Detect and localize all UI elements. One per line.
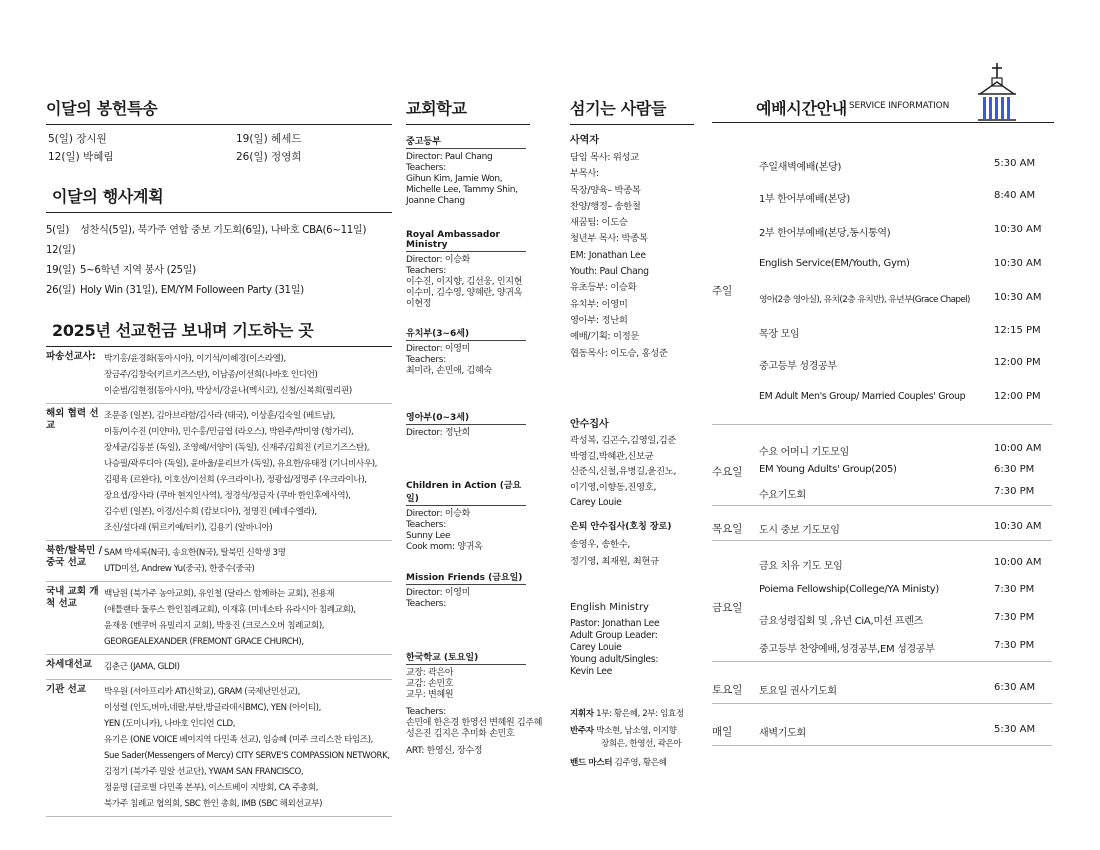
event-row: 12(일) bbox=[46, 245, 76, 256]
service-time: 8:40 AM bbox=[994, 190, 1036, 201]
school-line: 교무: 변혜원 bbox=[406, 690, 454, 700]
service-name: 주일새벽예배(본당) bbox=[759, 162, 842, 173]
service-time: 7:30 PM bbox=[994, 640, 1035, 651]
mission-line: 장세균/김동분 (독일), 조영혜/서양이 (독일), 신재주/김희진 (키르기즈스탄), bbox=[104, 443, 370, 453]
mission-row bbox=[46, 655, 392, 680]
servants-title: 섬기는 사람들 bbox=[570, 96, 694, 125]
retired-line: 송영우, 송한수, bbox=[570, 539, 631, 550]
event-row: 26(일) Holy Win (31일), EM/YM Folloween Party (31일) bbox=[46, 285, 304, 296]
divider bbox=[712, 703, 1052, 704]
service-name: EM Adult Men's Group/ Married Couples' Group bbox=[759, 391, 966, 402]
service-time: 10:30 AM bbox=[994, 521, 1042, 532]
events-section bbox=[46, 184, 392, 301]
em-block bbox=[570, 601, 696, 678]
mission-text bbox=[104, 408, 377, 536]
event-row: 5(일) 성찬식(5일), 북가주 연합 중보 기도회(6일), 나바호 CBA(6~11일) bbox=[46, 225, 367, 236]
school-line: Director: 정난희 bbox=[406, 428, 471, 438]
mission-line: YEN (도미니카), 나바호 인디언 CLD, bbox=[104, 719, 236, 729]
mission-text bbox=[104, 659, 180, 675]
school-line: Teachers: bbox=[406, 163, 446, 173]
mission-row bbox=[46, 347, 392, 404]
day-label: 매일 bbox=[712, 726, 733, 738]
school-group-name: 한국학교 (토요일) bbox=[406, 650, 526, 665]
mission-line: 장요셉/장사라 (쿠바 현지인사역), 정경석/정금자 (쿠바 한인후예사역), bbox=[104, 491, 351, 501]
staff-line: 영아부: 정난희 bbox=[570, 314, 628, 326]
worship-title-en: SERVICE INFORMATION bbox=[849, 101, 950, 111]
staff-line: 협동목사: 이도승, 홍성준 bbox=[570, 347, 668, 359]
mission-line: 정윤명 (글로벌 다민족 본부), 이스트베이 지방회, CA 주총회, bbox=[104, 783, 319, 793]
school-group bbox=[406, 230, 536, 310]
school-group bbox=[406, 650, 543, 757]
school-title: 교회학교 bbox=[406, 96, 530, 125]
service-name: 2부 한어부예배(본당,동시통역) bbox=[759, 228, 891, 239]
service-time: 7:30 PM bbox=[994, 584, 1035, 595]
staff-line: EM: Jonathan Lee bbox=[570, 249, 646, 261]
school-line: Director: 이영미 bbox=[406, 588, 471, 598]
offering-title: 이달의 봉헌특송 bbox=[46, 96, 392, 125]
staff-line: 유치부: 이영미 bbox=[570, 298, 628, 310]
staff-line: 담임 목사: 위성교 bbox=[570, 152, 639, 163]
service-name: 금요 치유 기도 모임 bbox=[759, 561, 843, 572]
school-group-body bbox=[406, 428, 536, 439]
mission-row bbox=[46, 582, 392, 655]
service-time: 6:30 AM bbox=[994, 682, 1036, 693]
day-label: 금요일 bbox=[712, 602, 743, 614]
offering-item: 26(일) 정영희 bbox=[236, 151, 302, 163]
school-group-name: 유치부(3~6세) bbox=[406, 326, 526, 341]
day-label: 목요일 bbox=[712, 523, 743, 535]
staff-line: 찬양/행정– 송한철 bbox=[570, 200, 641, 212]
mission-text bbox=[104, 586, 356, 650]
mission-line: 이성렬 (인도,버마,네팔,부탄,방글라데시BMC), YEN (아이티), bbox=[104, 703, 321, 713]
offering-item: 12(일) 박혜림 bbox=[48, 151, 114, 163]
music-block bbox=[570, 708, 710, 770]
school-line: Gihun Kim, Jamie Won, bbox=[406, 174, 503, 184]
service-time: 10:00 AM bbox=[994, 557, 1042, 568]
staff-line: 새꿈팀: 이도승 bbox=[570, 217, 628, 229]
service-name: Poiema Fellowship(College/YA Ministy) bbox=[759, 584, 939, 595]
mission-line: UTD미션, Andrew Yu(중국), 한중수(중국) bbox=[104, 564, 255, 574]
school-group-body bbox=[406, 344, 536, 377]
school-group-name: 중고등부 bbox=[406, 134, 526, 149]
school-line: Teachers: bbox=[406, 599, 446, 609]
em-line: Young adult/Singles: bbox=[570, 654, 659, 665]
staff-line: 청년부 목사: 박종복 bbox=[570, 233, 648, 245]
school-line: Teachers: bbox=[406, 266, 446, 276]
service-time: 12:15 PM bbox=[994, 325, 1041, 336]
service-name: 중고등부 찬양예배,성경공부,EM 성경공부 bbox=[759, 644, 935, 655]
school-group bbox=[406, 478, 536, 553]
service-name: 수요기도회 bbox=[759, 490, 806, 501]
conductor-line: 지휘자 1부: 황은혜, 2부: 임효정 bbox=[570, 709, 684, 719]
service-time: 12:00 PM bbox=[994, 391, 1041, 402]
mission-line: 조신/설다래 (튀르키예/터키), 김용기 (알바니아) bbox=[104, 523, 273, 533]
deacons-line: 곽성복, 김곤수,김영일,김준 bbox=[570, 435, 677, 446]
mission-label: 기관 선교 bbox=[46, 684, 87, 695]
school-line: 이수미, 김수영, 양혜란, 양귀옥 bbox=[406, 288, 523, 298]
service-name: 도시 중보 기도모임 bbox=[759, 525, 840, 536]
mission-line: 김수빈 (일본), 이경/신수희 (캄보디아), 정명진 (베네수엘라), bbox=[104, 507, 317, 517]
school-group bbox=[406, 134, 536, 207]
service-name: 중고등부 성경공부 bbox=[759, 361, 837, 372]
missions-list bbox=[46, 347, 392, 817]
mission-line: 김춘근 (JAMA, GLDI) bbox=[104, 662, 180, 672]
school-line: 성은진 김지은 추미화 손민호 bbox=[406, 729, 515, 739]
school-group-name: Royal Ambassador Ministry bbox=[406, 230, 526, 252]
service-time: 10:30 AM bbox=[994, 292, 1042, 303]
accompanist-line-2: 장희은, 한영선, 곽은아 bbox=[601, 739, 682, 749]
staff-line: Youth: Paul Chang bbox=[570, 266, 649, 278]
mission-line: 이동/이수진 (미얀마), 민수홍/민금엽 (라오스), 박완주/박미영 (헝가리), bbox=[104, 427, 354, 437]
offering-section bbox=[46, 96, 392, 171]
mission-text bbox=[104, 351, 352, 399]
school-line: Director: 이영미 bbox=[406, 344, 471, 354]
retired-line: 정기영, 최재원, 최현규 bbox=[570, 556, 659, 567]
deacons-line: 이기영,이향동,진영호, bbox=[570, 481, 657, 493]
mission-line: 박기홍/윤경화(동아시아), 이기석/이혜경(이스라엘), bbox=[104, 354, 286, 364]
school-group-name: 영아부(0~3세) bbox=[406, 410, 526, 425]
school-group-body bbox=[406, 255, 536, 310]
accompanist-line: 반주자 박소현, 남소영, 이지향 bbox=[570, 726, 677, 736]
school-line: 교감: 손민호 bbox=[406, 679, 454, 689]
mission-text bbox=[104, 684, 390, 812]
divider bbox=[712, 661, 1052, 662]
service-name: 목장 모임 bbox=[759, 329, 800, 340]
mission-label: 파송선교사: bbox=[46, 351, 96, 362]
offering-item: 5(일) 장시원 bbox=[48, 133, 107, 145]
day-label: 토요일 bbox=[712, 684, 743, 696]
retired-block bbox=[570, 522, 696, 570]
service-time: 10:30 AM bbox=[994, 258, 1042, 269]
missions-section bbox=[46, 318, 392, 817]
mission-text bbox=[104, 545, 286, 577]
service-time: 12:00 PM bbox=[994, 357, 1041, 368]
service-time: 6:30 PM bbox=[994, 464, 1035, 475]
service-name: EM Young Adults' Group(205) bbox=[759, 464, 897, 475]
mission-line: GEORGEALEXANDER (FREMONT GRACE CHURCH), bbox=[104, 637, 304, 647]
mission-line: 박우원 (서아프리카 ATI신학교), GRAM (국제난민선교), bbox=[104, 687, 300, 697]
mission-label: 북한/탈북민 /중국 선교 bbox=[46, 545, 103, 568]
school-line: 손민애 한은경 한영선 변혜원 김주혜 bbox=[406, 718, 543, 728]
mission-line: (애틀랜타 둘루스 한인침례교회), 이재휴 (미네소타 유라시아 침례교회), bbox=[104, 605, 356, 615]
school-line: Teachers: bbox=[406, 355, 446, 365]
service-name: 토요일 권사기도회 bbox=[759, 686, 837, 697]
service-name: 영아(2층 영아실), 유치(2층 유치반), 유년부(Grace Chapel) bbox=[759, 295, 970, 305]
service-name: 금요성령집회 및 ,유년 CiA,미션 프렌즈 bbox=[759, 616, 924, 627]
service-time: 5:30 AM bbox=[994, 724, 1036, 735]
service-time: 10:00 AM bbox=[994, 443, 1042, 454]
service-time: 10:30 AM bbox=[994, 224, 1042, 235]
staff-heading: 사역자 bbox=[570, 135, 599, 146]
school-line: 최미라, 손민애, 김혜숙 bbox=[406, 366, 492, 376]
school-group bbox=[406, 410, 536, 439]
service-time: 5:30 AM bbox=[994, 158, 1036, 169]
staff-block bbox=[570, 134, 696, 362]
school-group-body bbox=[406, 509, 536, 553]
deacons-block bbox=[570, 418, 696, 511]
offering-item: 19(일) 헤세드 bbox=[236, 133, 302, 145]
em-heading: English Ministry bbox=[570, 602, 649, 613]
mission-line: 장금주/김창숙(키르키즈스탄), 이남종/이선희(나바호 인디언) bbox=[104, 370, 318, 380]
worship-header bbox=[712, 60, 1054, 123]
worship-title: 예배시간안내 bbox=[756, 99, 847, 118]
mission-line: 조문종 (일본), 김아브라함/김사라 (태국), 이상훈/김숙일 (베트남), bbox=[104, 411, 335, 421]
service-name: English Service(EM/Youth, Gym) bbox=[759, 258, 910, 269]
mission-row bbox=[46, 404, 392, 541]
mission-label: 국내 교회 개척 선교 bbox=[46, 586, 99, 609]
school-line: Teachers: bbox=[406, 520, 446, 530]
em-line: Carey Louie bbox=[570, 642, 622, 653]
service-time: 7:30 PM bbox=[994, 612, 1035, 623]
event-row: 19(일) 5~6학년 지역 봉사 (25일) bbox=[46, 265, 196, 276]
day-label: 수요일 bbox=[712, 466, 743, 478]
divider bbox=[712, 424, 1052, 425]
school-group-body bbox=[406, 152, 536, 207]
deacons-line: 신준식,신철,유병길,윤진노, bbox=[570, 466, 677, 477]
day-label: 주일 bbox=[712, 285, 733, 297]
school-line: Teachers: bbox=[406, 707, 446, 717]
service-name: 수요 어머니 기도모임 bbox=[759, 447, 849, 458]
mission-line: 김정기 (북가주 밀알 선교단), YWAM SAN FRANCISCO, bbox=[104, 767, 304, 777]
em-line: Pastor: Jonathan Lee bbox=[570, 618, 660, 629]
em-line: Kevin Lee bbox=[570, 666, 613, 677]
school-line: 이현정 bbox=[406, 299, 432, 309]
school-line: Cook mom: 양귀옥 bbox=[406, 542, 483, 552]
mission-line: SAM 박세록(N국), 송요한(N국), 탈북민 신학생 3명 bbox=[104, 548, 286, 558]
school-line: ART: 한영신, 장수정 bbox=[406, 746, 483, 756]
mission-line: 백남원 (북가주 농아교회), 유인철 (달라스 함께하는 교회), 전용재 bbox=[104, 589, 335, 599]
staff-line: 부목사: bbox=[570, 168, 599, 180]
school-group-name: Mission Friends (금요일) bbox=[406, 570, 526, 585]
mission-line: 김평육 (르완다), 이호선/이선희 (우크라이나), 정광섭/정명주 (우크라이나), bbox=[104, 475, 367, 485]
mission-line: Sue Sader(Messengers of Mercy) CITY SERVE'S COMPASSION NETWORK, bbox=[104, 751, 390, 761]
retired-heading: 은퇴 안수집사(호칭 장로) bbox=[570, 522, 672, 532]
mission-label: 해외 협력 선교 bbox=[46, 408, 99, 431]
service-name: 새벽기도회 bbox=[759, 728, 806, 739]
school-line: Michelle Lee, Tammy Shin, bbox=[406, 185, 518, 195]
missions-title: 2025년 선교헌금 보내며 기도하는 곳 bbox=[46, 318, 392, 347]
divider bbox=[712, 540, 1052, 541]
events-title: 이달의 행사계획 bbox=[46, 184, 392, 213]
mission-line: 이순범/김현정(동아시아), 박상서/강윤나(멕시코), 신철/신복희(필리핀) bbox=[104, 386, 352, 396]
mission-row bbox=[46, 680, 392, 817]
school-group bbox=[406, 326, 536, 377]
mission-row bbox=[46, 541, 392, 582]
school-group bbox=[406, 570, 536, 610]
service-time: 7:30 PM bbox=[994, 486, 1035, 497]
mission-label: 차세대선교 bbox=[46, 659, 92, 670]
school-line: 이수진, 이지향, 김선웅, 인지현 bbox=[406, 277, 523, 287]
church-icon bbox=[974, 60, 1020, 122]
deacons-line: Carey Louie bbox=[570, 497, 622, 508]
school-line: Joanne Chang bbox=[406, 196, 465, 206]
school-line: Director: 이승화 bbox=[406, 509, 471, 519]
school-line: Sunny Lee bbox=[406, 531, 451, 541]
staff-line: 목장/양육– 박종복 bbox=[570, 184, 641, 196]
deacons-heading: 안수집사 bbox=[570, 419, 609, 430]
school-group-body bbox=[406, 668, 543, 757]
staff-line: 예배/기획: 이정문 bbox=[570, 331, 640, 343]
school-group-name: Children in Action (금요일) bbox=[406, 478, 526, 506]
school-line: Director: 이승화 bbox=[406, 255, 471, 265]
divider bbox=[712, 745, 1052, 746]
school-line: Director: Paul Chang bbox=[406, 152, 493, 162]
deacons-line: 박영길,박혜관,신보균 bbox=[570, 450, 654, 462]
service-name: 1부 한어부예배(본당) bbox=[759, 194, 851, 205]
mission-line: 윤재웅 (벤쿠버 유빌리지 교회), 박웅진 (크로스오버 침례교회), bbox=[104, 621, 325, 631]
school-line: 교장: 곽은아 bbox=[406, 668, 454, 678]
band-line: 밴드 마스터 김주영, 황은혜 bbox=[570, 758, 667, 768]
mission-line: 유기은 (ONE VOICE 베이지역 다민족 선교), 임승혜 (미주 크리스찬 타임즈), bbox=[104, 735, 373, 745]
staff-line: 유초등부: 이승화 bbox=[570, 282, 637, 294]
em-line: Adult Group Leader: bbox=[570, 630, 658, 641]
mission-line: 북가주 침례교 협의회, SBC 한인 총회, IMB (SBC 해외선교부) bbox=[104, 799, 323, 809]
mission-line: 나승필/곽루디아 (독일), 윤바울/윤리브가 (독일), 유요한/유태정 (기니비사우), bbox=[104, 459, 378, 469]
school-group-body bbox=[406, 588, 536, 610]
divider bbox=[712, 505, 1052, 506]
